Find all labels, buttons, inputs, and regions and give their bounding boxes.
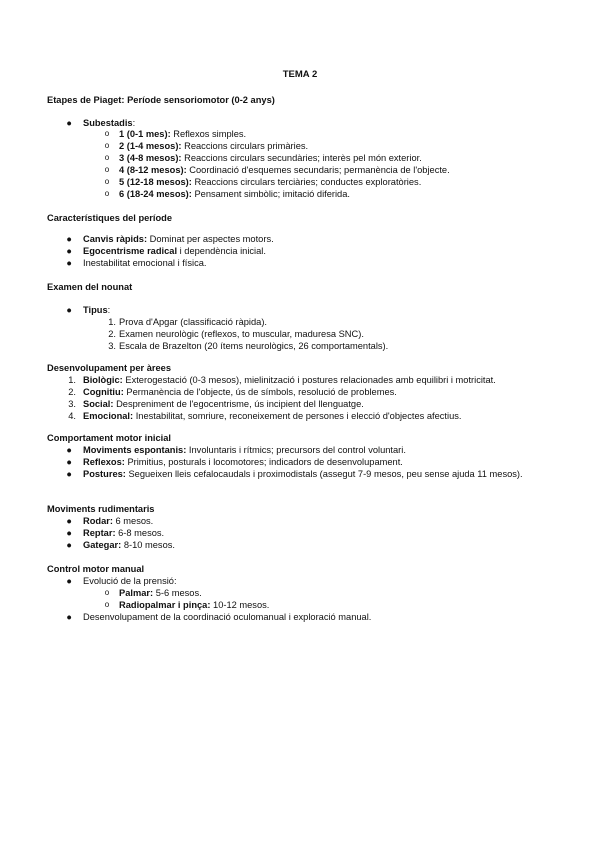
bullet-icon: ● bbox=[66, 576, 72, 586]
section-heading-piaget: Etapes de Piaget: Període sensoriomotor (0-2 anys) bbox=[47, 95, 275, 105]
circle-bullet-icon: o bbox=[104, 129, 110, 138]
section-heading-rudimentary-movements: Moviments rudimentaris bbox=[47, 504, 155, 514]
circle-bullet-icon: o bbox=[104, 600, 110, 609]
bullet-icon: ● bbox=[66, 234, 72, 244]
page-title: TEMA 2 bbox=[282, 69, 318, 80]
bullet-icon: ● bbox=[66, 258, 72, 268]
circle-bullet-icon: o bbox=[104, 153, 110, 162]
section-heading-motor-behavior: Comportament motor inicial bbox=[47, 433, 171, 443]
document-page: TEMA 2 Etapes de Piaget: Període sensoriomotor (0-2 anys) ● Subestadis: o 1 (0-1 mes): Reflexos simples. o 2 (1-4 mesos): Reaccions circulars primàries. o 3 (4-8 mesos): Reaccions circulars secundàries; interès pel món exterior. o 4 (8-12 mesos): Coordinació d'esquemes secundaris; permanència de l'objecte. o 5 (12-18 mesos): Reaccions circulars terciàries; conductes exploratòries. o 6 (18-24 mesos): Pensament simbòlic; imitació diferida. Característiques del període ● Canvis ràpids: Dominat per aspectes motors. ● Egocentrisme radical i dependència inicial. ● Inestabilitat emocional i física. Examen del nounat ● Tipus: 1. Prova d'Apgar (classificació ràpida). 2. Examen neurològic (reflexos, to muscular, maduresa SNC). 3. Escala de Brazelton (20 ítems neurològics, 26 comportamentals). Desenvolupament per àrees 1. Biològic: Exterogestació (0-3 mesos), mielinització i postures relacionades amb equilibri i motricitat. 2. Cognitiu: Permanència de l'objecte, ús de símbols, resolució de problemes. 3. Social: Despreniment de l'egocentrisme, ús incipient del llenguatge. 4. Emocional: Inestabilitat, somriure, reconeixement de persones i elecció d'objectes afectius. Comportament motor inicial ● Moviments espontanis: Involuntaris i rítmics; precursors del control voluntari. ● Reflexos: Primitius, posturals i locomotores; indicadors de desenvolupament. ● Postures: Segueixen lleis cefalocaudals i proximodistals (assegut 7-9 mesos, peu sense ajuda 11 mesos). Moviments rudimentaris ● Rodar: 6 mesos. ● Reptar: 6-8 mesos. ● Gategar: 8-10 mesos. Control motor manual ● Evolució de la prensió: o Palmar: 5-6 mesos. o Radiopalmar i pinça: 10-12 mesos. ● Desenvolupament de la coordinació oculomanual i exploració manual. bbox=[0, 0, 600, 848]
bullet-icon: ● bbox=[66, 118, 72, 128]
bullet-icon: ● bbox=[66, 457, 72, 467]
circle-bullet-icon: o bbox=[104, 177, 110, 186]
bullet-icon: ● bbox=[66, 246, 72, 256]
bullet-icon: ● bbox=[66, 469, 72, 479]
bullet-icon: ● bbox=[66, 540, 72, 550]
circle-bullet-icon: o bbox=[104, 141, 110, 150]
section-heading-newborn-exam: Examen del nounat bbox=[47, 282, 133, 292]
bullet-icon: ● bbox=[66, 612, 72, 622]
section-heading-development-areas: Desenvolupament per àrees bbox=[47, 363, 172, 373]
bullet-icon: ● bbox=[66, 516, 72, 526]
section-heading-manual-motor-control: Control motor manual bbox=[47, 564, 145, 574]
section-heading-characteristics: Característiques del període bbox=[47, 213, 173, 223]
bullet-icon: ● bbox=[66, 305, 72, 315]
circle-bullet-icon: o bbox=[104, 165, 110, 174]
bullet-icon: ● bbox=[66, 445, 72, 455]
circle-bullet-icon: o bbox=[104, 588, 110, 597]
circle-bullet-icon: o bbox=[104, 189, 110, 198]
bullet-icon: ● bbox=[66, 528, 72, 538]
